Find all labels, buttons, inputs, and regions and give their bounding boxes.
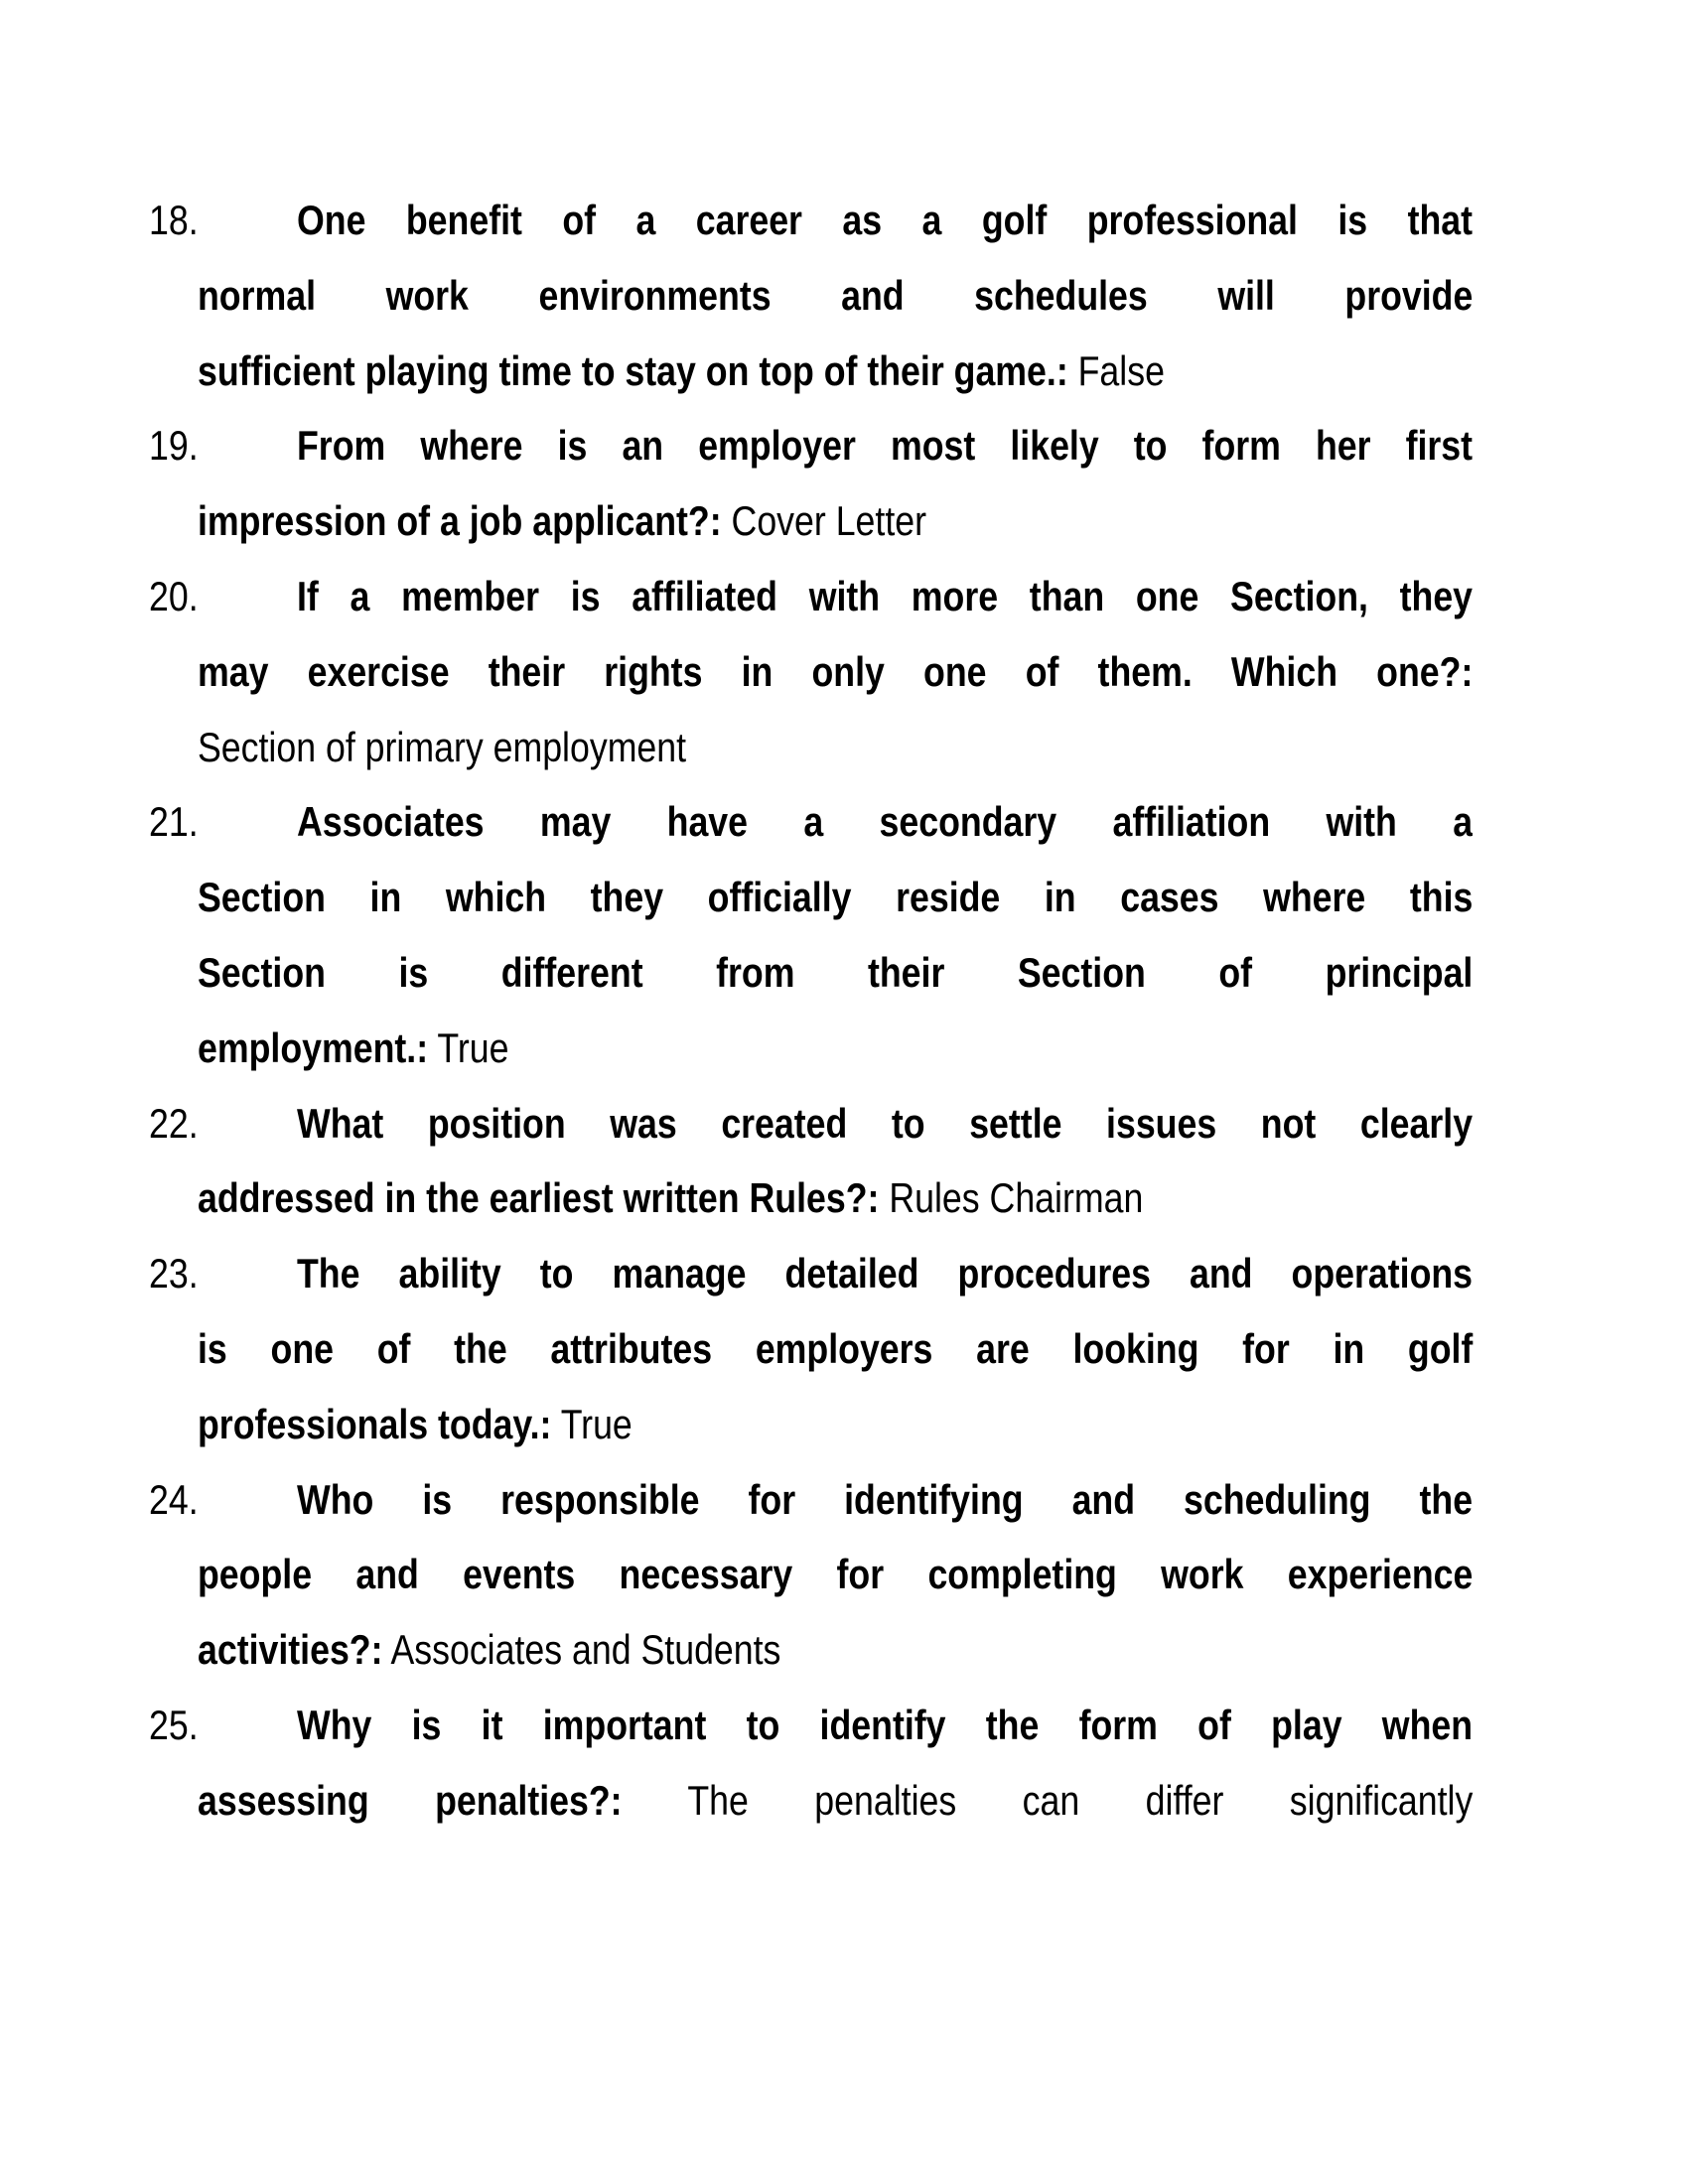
question-text: activities?: (198, 1626, 383, 1673)
question-text-line (198, 1612, 1473, 1688)
question-text: From where is an employer most likely to form her first (297, 422, 1474, 469)
question-text: is one of the attributes employers are looking for in golf (198, 1325, 1474, 1372)
question-text-line (198, 334, 1473, 409)
answer-text: Cover Letter (731, 497, 926, 544)
question-text-line (297, 408, 1473, 483)
question-text: employment.: (198, 1024, 429, 1071)
question-text: assessing penalties?: (198, 1777, 623, 1824)
answer-text: True (437, 1024, 509, 1071)
question-number: 18. (149, 197, 199, 243)
question-text: Who is responsible for identifying and scheduling the (297, 1476, 1474, 1523)
question-text-line (297, 784, 1473, 860)
question-text-line (198, 935, 1473, 1011)
question-text-line (297, 1688, 1473, 1763)
question-text: addressed in the earliest written Rules?: (198, 1174, 880, 1221)
question-text-line (297, 1086, 1473, 1161)
question-text-line (198, 1311, 1473, 1387)
question-text-line (297, 1236, 1473, 1311)
question-text-line (198, 634, 1473, 710)
answer-text: The penalties can differ significantly (687, 1777, 1474, 1824)
question-number: 23. (149, 1250, 199, 1297)
answer-text: False (1077, 347, 1165, 394)
question-text-line (198, 1763, 1473, 1839)
question-text: normal work environments and schedules will provide (198, 272, 1474, 319)
question-text-line (198, 1537, 1473, 1612)
question-text-line (297, 183, 1473, 258)
question-number: 24. (149, 1476, 199, 1523)
question-text: may exercise their rights in only one of them. Which one?: (198, 648, 1474, 695)
answer-text: Associates and Students (390, 1626, 781, 1673)
question-text: professionals today.: (198, 1401, 552, 1447)
question-number: 19. (149, 422, 199, 469)
question-number: 21. (149, 798, 199, 845)
answer-text: Rules Chairman (889, 1174, 1144, 1221)
question-text-line (297, 559, 1473, 634)
question-text-line (198, 1011, 1473, 1086)
question-text: Section in which they officially reside in cases where this (198, 874, 1474, 920)
question-text: Associates may have a secondary affiliation with a (297, 798, 1474, 845)
question-number: 20. (149, 573, 199, 619)
question-text-line (198, 1387, 1473, 1462)
question-text: Section is different from their Section of principal (198, 949, 1474, 996)
question-text: people and events necessary for completing work experience (198, 1551, 1474, 1597)
question-text-line (198, 710, 1473, 785)
question-text: The ability to manage detailed procedures and operations (297, 1250, 1474, 1297)
question-text: If a member is affiliated with more than one Section, they (297, 573, 1474, 619)
question-text-line (198, 860, 1473, 935)
question-number: 22. (149, 1100, 199, 1147)
question-text: sufficient playing time to stay on top of their game.: (198, 347, 1068, 394)
question-text: What position was created to settle issues not clearly (297, 1100, 1474, 1147)
question-text: Why is it important to identify the form of play when (297, 1702, 1474, 1748)
answer-text: True (560, 1401, 633, 1447)
question-text-line (297, 1462, 1473, 1538)
question-text-line (198, 258, 1473, 334)
question-text: One benefit of a career as a golf professional is that (297, 197, 1474, 243)
question-text-line (198, 483, 1473, 559)
question-text-line (198, 1160, 1473, 1236)
answer-text: Section of primary employment (198, 724, 687, 770)
question-text: impression of a job applicant?: (198, 497, 722, 544)
question-number: 25. (149, 1702, 199, 1748)
